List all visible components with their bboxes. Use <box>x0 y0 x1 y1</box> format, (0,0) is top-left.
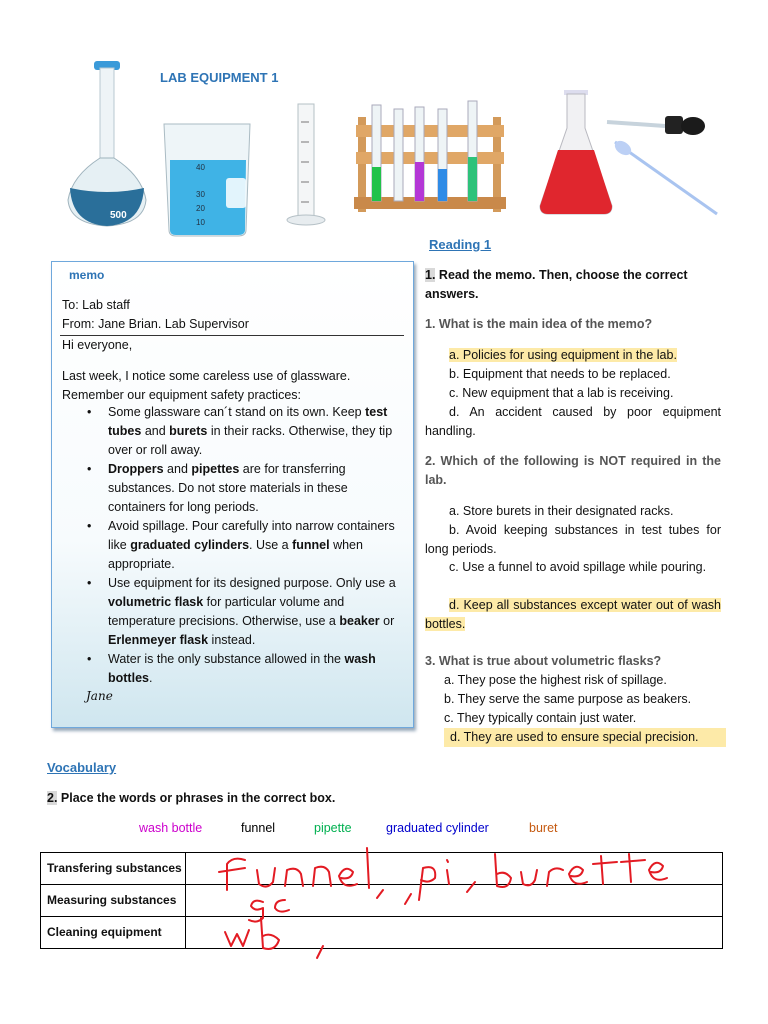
task2-instruction: 2. Place the words or phrases in the correct box. <box>47 791 336 805</box>
q3-option-b: b. They serve the same purpose as beakers. <box>444 692 692 706</box>
word-pipette: pipette <box>314 821 352 835</box>
reading-title: Reading 1 <box>429 237 492 252</box>
q2-option-c: c. Use a funnel to avoid spillage while pouring. <box>449 560 707 574</box>
svg-text:20: 20 <box>196 204 205 213</box>
q1-option-d: d. An accident caused by poor equipment handling. <box>425 405 721 438</box>
row-label-measuring: Measuring substances <box>41 885 186 917</box>
q1-option-c: c. New equipment that a lab is receiving. <box>449 386 674 400</box>
vocabulary-title: Vocabulary <box>47 760 117 775</box>
volumetric-flask-image <box>62 58 152 230</box>
memo-greeting: Hi everyone, <box>62 338 133 352</box>
word-graduated-cylinder: graduated cylinder <box>386 821 489 835</box>
q3-option-a: a. They pose the highest risk of spillage. <box>444 673 667 687</box>
memo-intro-line-1: Last week, I notice some careless use of glassware. <box>62 369 351 383</box>
memo-bullet-text: Avoid spillage. Pour carefully into narrow containers like graduated cylinders. Use a funnel when appropriate. <box>108 519 395 571</box>
q1-option-a: a. Policies for using equipment in the lab. <box>449 348 677 362</box>
bullet-icon: • <box>87 462 92 476</box>
memo-signature: Jane <box>86 689 113 703</box>
memo-from: From: Jane Brian. Lab Supervisor <box>62 317 249 331</box>
memo-bullet-item <box>87 650 407 688</box>
q3-option-c: c. They typically contain just water. <box>444 711 637 725</box>
svg-text:30: 30 <box>196 190 205 199</box>
svg-text:40: 40 <box>196 163 205 172</box>
task1-number: 1. <box>425 268 436 282</box>
word-wash-bottle: wash bottle <box>139 821 203 835</box>
row-label-transfering: Transfering substances <box>41 853 186 885</box>
question-1: 1. What is the main idea of the memo? <box>425 317 653 331</box>
bullet-icon: • <box>87 519 92 533</box>
q2-option-d: d. Keep all substances except water out of wash bottles. <box>425 598 721 631</box>
graduated-cylinder-image <box>285 102 327 228</box>
memo-bullet-item <box>87 460 407 517</box>
row-label-cleaning: Cleaning equipment <box>41 917 186 949</box>
memo-intro-line-2: Remember our equipment safety practices: <box>62 388 301 402</box>
test-tube-rack-image <box>352 97 507 217</box>
q2-option-a: a. Store burets in their designated racks. <box>449 504 674 518</box>
memo-bullet-list <box>62 403 407 688</box>
svg-text:10: 10 <box>196 218 205 227</box>
svg-text:500: 500 <box>110 210 127 221</box>
word-buret: buret <box>529 821 558 835</box>
memo-box <box>51 261 414 728</box>
bullet-icon: • <box>87 576 92 590</box>
handwritten-annotation <box>205 838 750 968</box>
memo-heading: memo <box>69 268 105 282</box>
question-2: 2. Which of the following is NOT required in the lab. <box>425 454 721 487</box>
memo-bullet-text: Some glassware can´t stand on its own. Keep test tubes and burets in their racks. Otherwise, they tip over or roll away. <box>108 405 393 457</box>
q2-option-b: b. Avoid keeping substances in test tubes for long periods. <box>425 523 721 556</box>
word-funnel: funnel <box>241 821 276 835</box>
memo-bullet-item <box>87 517 407 574</box>
memo-bullet-item <box>87 403 407 460</box>
task2-number: 2. <box>47 791 58 805</box>
question-3: 3. What is true about volumetric flasks? <box>425 654 662 668</box>
memo-bullet-item <box>87 574 407 650</box>
beaker-image <box>160 118 255 240</box>
memo-bullet-text: Use equipment for its designed purpose. Only use a volumetric flask for particular volume and temperature precisions. Otherwise, use a beaker or Erlenmeyer flask instead. <box>108 576 396 647</box>
bullet-icon: • <box>87 405 92 419</box>
q1-option-b: b. Equipment that needs to be replaced. <box>449 367 671 381</box>
q3-option-d: d. They are used to ensure special precision. <box>438 728 732 747</box>
memo-bullet-text: Droppers and pipettes are for transferring substances. Do not store materials in these containers for long periods. <box>108 462 348 514</box>
task1-instruction: 1. Read the memo. Then, choose the correct answers. <box>425 268 688 301</box>
memo-to: To: Lab staff <box>62 298 130 312</box>
erlenmeyer-flask-image <box>536 88 616 218</box>
page-title: LAB EQUIPMENT 1 <box>160 70 279 85</box>
dropper-pipette-image <box>605 108 725 218</box>
memo-bullet-text: Water is the only substance allowed in the wash bottles. <box>108 652 376 685</box>
bullet-icon: • <box>87 652 92 666</box>
